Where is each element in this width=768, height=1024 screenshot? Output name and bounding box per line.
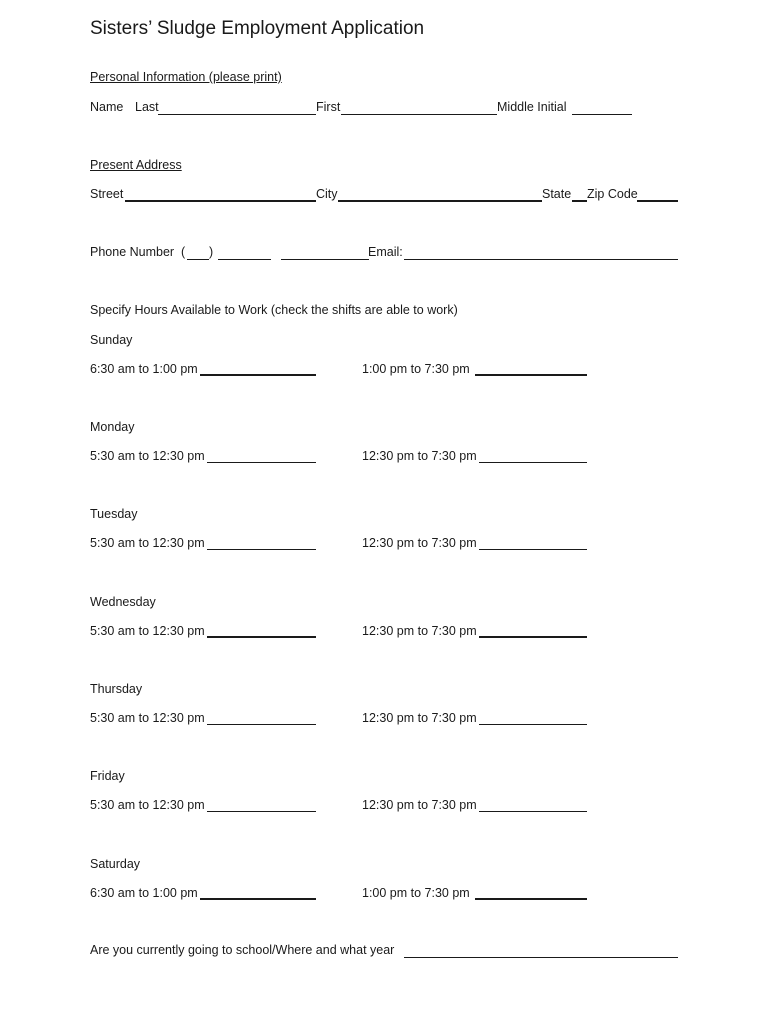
school-answer-field[interactable] bbox=[404, 957, 678, 958]
email-field[interactable] bbox=[404, 259, 678, 260]
shift-1-field[interactable] bbox=[200, 898, 316, 900]
shift-2-field[interactable] bbox=[475, 898, 587, 900]
middle-initial-field[interactable] bbox=[572, 114, 632, 115]
shift-2-label: 1:00 pm to 7:30 pm bbox=[362, 886, 470, 900]
shift-1-label: 6:30 am to 1:00 pm bbox=[90, 886, 198, 900]
email-label: Email: bbox=[368, 245, 403, 259]
shift-2-label: 12:30 pm to 7:30 pm bbox=[362, 536, 477, 550]
day-label: Monday bbox=[90, 420, 135, 434]
shift-1-label: 5:30 am to 12:30 pm bbox=[90, 624, 205, 638]
zip-code-label: Zip Code bbox=[587, 187, 638, 201]
phone-area-code-field[interactable] bbox=[187, 259, 209, 260]
shift-1-label: 5:30 am to 12:30 pm bbox=[90, 536, 205, 550]
shift-2-label: 12:30 pm to 7:30 pm bbox=[362, 798, 477, 812]
zip-code-field[interactable] bbox=[637, 200, 678, 202]
last-name-field[interactable] bbox=[158, 114, 316, 115]
phone-prefix-field[interactable] bbox=[218, 259, 271, 260]
street-field[interactable] bbox=[125, 200, 316, 202]
shift-1-field[interactable] bbox=[207, 724, 316, 725]
state-field[interactable] bbox=[572, 200, 587, 202]
phone-number-label: Phone Number bbox=[90, 245, 175, 259]
city-field[interactable] bbox=[338, 200, 542, 202]
first-name-label: First bbox=[316, 100, 341, 114]
last-name-label: Last bbox=[135, 100, 159, 114]
day-label: Friday bbox=[90, 769, 125, 783]
day-label: Thursday bbox=[90, 682, 143, 696]
shift-1-field[interactable] bbox=[200, 374, 316, 376]
shift-2-field[interactable] bbox=[479, 811, 587, 812]
shift-1-label: 5:30 am to 12:30 pm bbox=[90, 798, 205, 812]
name-label: Name bbox=[90, 100, 124, 114]
state-label: State bbox=[542, 187, 572, 201]
street-label: Street bbox=[90, 187, 124, 201]
shift-2-label: 12:30 pm to 7:30 pm bbox=[362, 624, 477, 638]
shift-2-field[interactable] bbox=[479, 724, 587, 725]
shift-1-field[interactable] bbox=[207, 462, 316, 463]
shift-2-field[interactable] bbox=[479, 636, 587, 638]
present-address-heading: Present Address bbox=[90, 158, 182, 172]
shift-2-label: 12:30 pm to 7:30 pm bbox=[362, 711, 477, 725]
day-label: Sunday bbox=[90, 333, 133, 347]
phone-line-field[interactable] bbox=[281, 259, 369, 260]
day-label: Saturday bbox=[90, 857, 141, 871]
shift-1-field[interactable] bbox=[207, 636, 316, 638]
phone-open-paren: ( bbox=[181, 245, 186, 259]
shift-2-label: 12:30 pm to 7:30 pm bbox=[362, 449, 477, 463]
middle-initial-label: Middle Initial bbox=[497, 100, 567, 114]
hours-heading: Specify Hours Available to Work (check the shifts are able to work) bbox=[90, 303, 458, 317]
personal-info-heading: Personal Information (please print) bbox=[90, 70, 282, 84]
shift-1-label: 6:30 am to 1:00 pm bbox=[90, 362, 198, 376]
day-label: Wednesday bbox=[90, 595, 156, 609]
city-label: City bbox=[316, 187, 338, 201]
day-label: Tuesday bbox=[90, 507, 138, 521]
shift-1-label: 5:30 am to 12:30 pm bbox=[90, 449, 205, 463]
shift-2-field[interactable] bbox=[479, 462, 587, 463]
shift-1-field[interactable] bbox=[207, 811, 316, 812]
shift-1-field[interactable] bbox=[207, 549, 316, 550]
shift-2-field[interactable] bbox=[475, 374, 587, 376]
page-title: Sisters’ Sludge Employment Application bbox=[90, 18, 425, 39]
school-question-label: Are you currently going to school/Where and what year bbox=[90, 943, 395, 957]
first-name-field[interactable] bbox=[341, 114, 497, 115]
shift-2-label: 1:00 pm to 7:30 pm bbox=[362, 362, 470, 376]
shift-1-label: 5:30 am to 12:30 pm bbox=[90, 711, 205, 725]
phone-close-paren: ) bbox=[209, 245, 214, 259]
shift-2-field[interactable] bbox=[479, 549, 587, 550]
